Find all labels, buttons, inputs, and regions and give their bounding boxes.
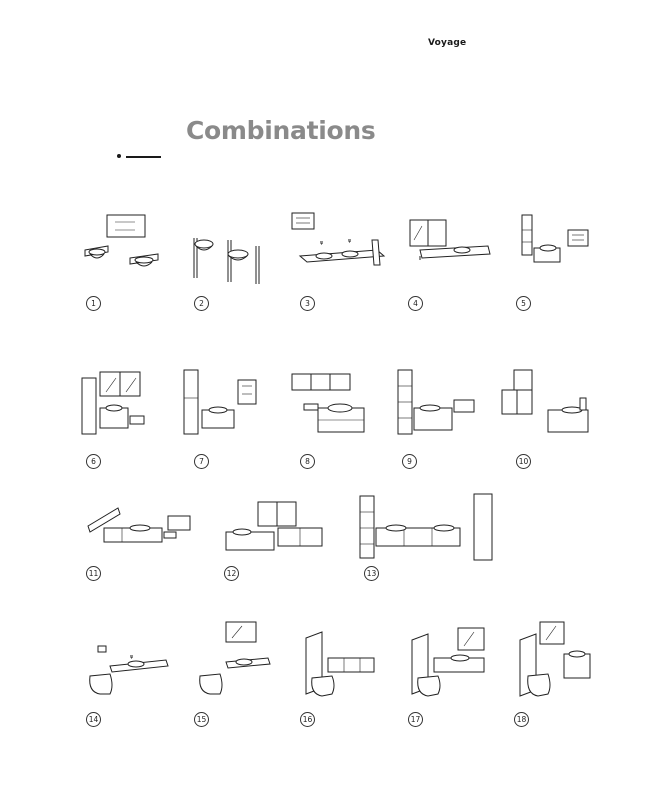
combination-number: 10	[516, 454, 531, 469]
svg-text:ψ: ψ	[320, 240, 324, 246]
tall-column-base-unit-icon	[180, 368, 280, 438]
wc-panel-long-unit-icon	[292, 618, 392, 698]
wide-base-units-wall-cabinet-icon	[218, 488, 338, 558]
combination-number: 4	[408, 296, 423, 311]
combination-number: 9	[402, 454, 417, 469]
title-rule-dot	[117, 154, 121, 158]
combination-number: 3	[300, 296, 315, 311]
combination-number: 2	[194, 296, 209, 311]
combination-number: 7	[194, 454, 209, 469]
combination-number: 11	[86, 566, 101, 581]
double-washbasin-countertop-icon	[292, 210, 392, 280]
open-shelves-base-unit-icon	[288, 368, 388, 438]
tall-unit-wall-cabinets-icon	[80, 368, 180, 438]
page-title: Combinations	[186, 116, 376, 145]
column-cabinet-washbasin-icon	[508, 210, 608, 280]
wall-cabinet-countertop-washbasin-icon	[400, 210, 500, 280]
combination-number: 14	[86, 712, 101, 727]
wc-panel-mirror-unit-icon	[398, 618, 498, 698]
svg-text:ψ: ψ	[348, 238, 352, 244]
combination-number: 15	[194, 712, 209, 727]
stacked-shelves-base-unit-icon	[498, 368, 598, 438]
pedestal-washbasins-icon	[186, 210, 286, 285]
combination-number: 8	[300, 454, 315, 469]
title-rule-line	[126, 156, 161, 158]
combination-number: 13	[364, 566, 379, 581]
combination-number: 18	[514, 712, 529, 727]
svg-text:ψ: ψ	[130, 654, 134, 660]
combination-number: 5	[516, 296, 531, 311]
open-column-base-unit-icon	[390, 368, 490, 438]
double-column-long-base-icon	[356, 488, 506, 563]
combination-number: 1	[86, 296, 101, 311]
combination-number: 12	[224, 566, 239, 581]
wc-mirror-washbasin-icon	[186, 618, 286, 698]
washbasin-pair-with-mirror-icon	[80, 210, 180, 280]
long-shelf-base-unit-icon	[80, 488, 200, 558]
combination-number: 16	[300, 712, 315, 727]
wc-washbasin-counter-icon	[80, 618, 180, 698]
combination-number: 6	[86, 454, 101, 469]
combination-number: 17	[408, 712, 423, 727]
brand-name: Voyage	[428, 38, 467, 48]
wc-panel-mirror-base-icon	[506, 618, 606, 698]
